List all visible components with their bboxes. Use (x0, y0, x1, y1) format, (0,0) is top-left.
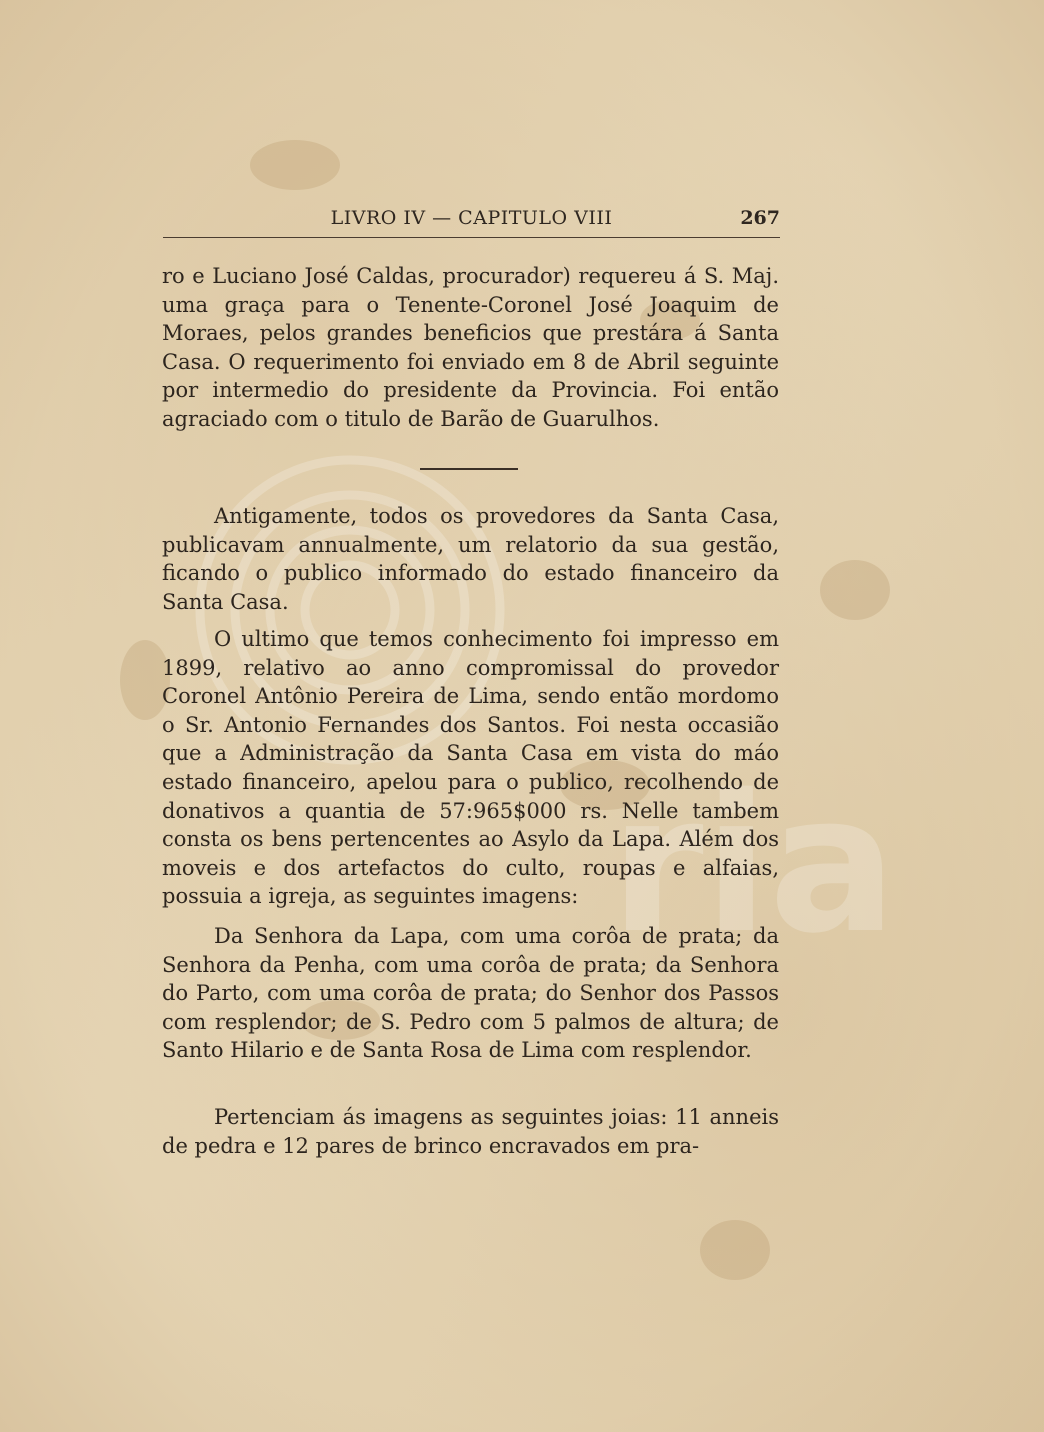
running-header (163, 203, 780, 238)
foxing-stain (250, 140, 340, 190)
foxing-stain (820, 560, 890, 620)
page-number: 267 (740, 207, 780, 229)
foxing-stain (700, 1220, 770, 1280)
paragraph: Antigamente, todos os provedores da Santa Casa, publicavam annualmente, um relatorio da sua gestão, ficando o publico informado do estado financeiro da Santa Casa. (162, 504, 779, 614)
watermark-text: ria (610, 754, 898, 975)
paragraph: O ultimo que temos conhecimento foi impresso em 1899, relativo ao anno compromissal do provedor Coronel Antônio Pereira de Lima, sendo então mordomo o Sr. Antonio Fernandes dos Santos. Foi nesta occasião que a Administração da Santa Casa em vista do máo estado financeiro, apelou para o publico, recolhendo de donativos a quantia de 57:965$000 rs. Nelle tambem consta os bens pertencentes ao Asylo da Lapa. Além dos moveis e dos artefactos do culto, roupas e alfaias, possuia a igreja, as seguintes imagens: (162, 627, 779, 909)
paragraph: Da Senhora da Lapa, com uma corôa de prata; da Senhora da Penha, com uma corôa de prata; da Senhora do Parto, com uma corôa de prata; do Senhor dos Passos com resplendor; de S. Pedro com 5 palmos de altura; de Santo Hilario e de Santa Rosa de Lima com resplendor. (162, 924, 779, 1063)
running-title: LIVRO IV — CAPITULO VIII (330, 207, 613, 229)
paragraph: ro e Luciano José Caldas, procurador) requereu á S. Maj. uma graça para o Tenente-Coronel José Joaquim de Moraes, pelos grandes beneficios que prestára á Santa Casa. O requerimento foi enviado em 8 de Abril seguinte por intermedio do presidente da Provincia. Foi então agraciado com o titulo de Barão de Guarulhos. (162, 264, 779, 431)
section-divider (420, 468, 518, 470)
paragraph: Pertenciam ás imagens as seguintes joias: 11 anneis de pedra e 12 pares de brinco encravados em pra- (162, 1105, 779, 1158)
